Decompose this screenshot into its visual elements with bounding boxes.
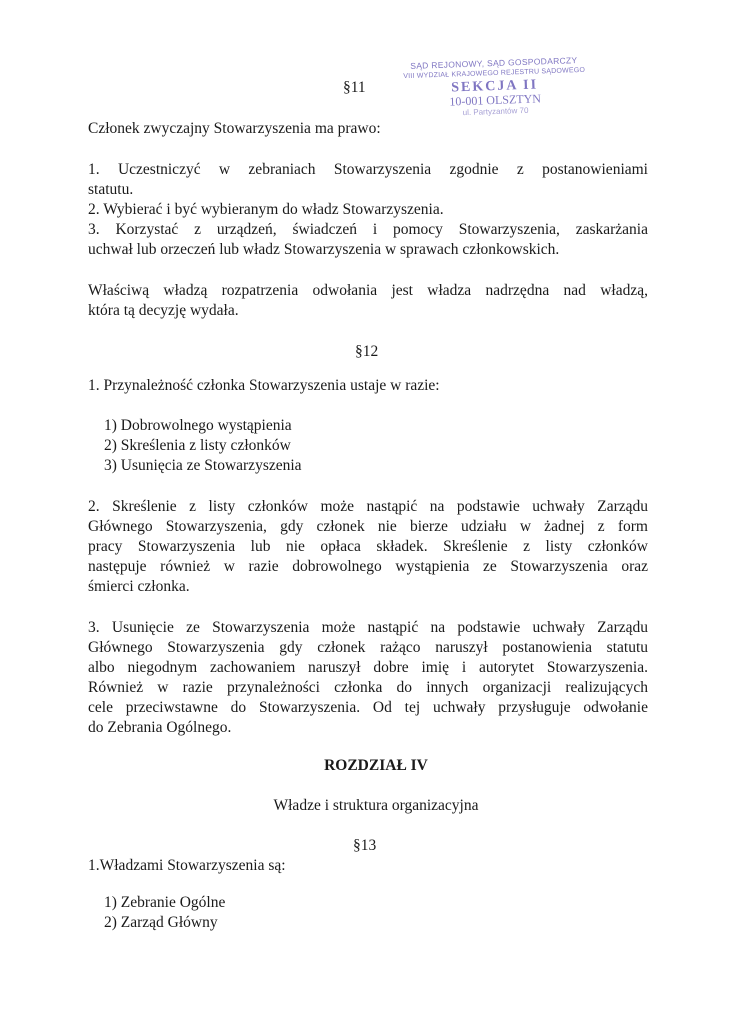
stamp-line-department: VIII WYDZIAŁ KRAJOWEGO REJESTRU SĄDOWEGO (403, 66, 586, 81)
section-12-intro: 1. Przynależność członka Stowarzyszenia ustaje w razie: (88, 377, 440, 394)
section-12-paragraph-2-line: Głównego Stowarzyszenia, gdy członek nie bierze udziału w żadnej z form (88, 518, 648, 535)
section-12-list-item: 3) Usunięcia ze Stowarzyszenia (104, 457, 302, 474)
section-12-paragraph-3-line: do Zebrania Ogólnego. (88, 719, 232, 736)
section-11-paragraph-line-1: Właściwą władzą rozpatrzenia odwołania jest władza nadrzędna nad władzą, (88, 282, 648, 299)
section-12-paragraph-2-line: pracy Stowarzyszenia lub nie opłaca składek. Skreślenie z listy członków (88, 538, 648, 555)
stamp-line-postcode: 10-001 OLSZTYN (449, 91, 542, 109)
section-13-list-item: 1) Zebranie Ogólne (104, 894, 226, 911)
section-11-item-3-line-1: 3. Korzystać z urządzeń, świadczeń i pomocy Stowarzyszenia, zaskarżania (88, 221, 648, 238)
section-12-paragraph-2-line: następuje również w razie dobrowolnego wystąpienia ze Stowarzyszenia oraz (88, 558, 648, 575)
section-12-list-item: 2) Skreślenia z listy członków (104, 437, 291, 454)
chapter-subtitle: Władze i struktura organizacyjna (273, 797, 479, 814)
section-12-heading: §12 (355, 343, 379, 360)
section-12-paragraph-3-line: cele przeciwstawne do Stowarzyszenia. Od tej uchwały przysługuje odwołanie (88, 699, 648, 716)
section-12-paragraph-3-line: Głównego Stowarzyszenia gdy członek rażąco naruszył postanowienia statutu (88, 639, 648, 656)
section-12-paragraph-3-line: Również w razie przynależności członka do innych organizacji realizujących (88, 679, 648, 696)
section-11-item-2: 2. Wybierać i być wybieranym do władz Stowarzyszenia. (88, 201, 444, 218)
section-12-paragraph-2-line: 2. Skreślenie z listy członków może nastąpić na podstawie uchwały Zarządu (88, 498, 648, 515)
section-13-heading: §13 (353, 837, 377, 854)
section-11-item-3-line-2: uchwał lub orzeczeń lub władz Stowarzyszenia w sprawach członkowskich. (88, 241, 560, 258)
section-11-item-1-line-1: 1. Uczestniczyć w zebraniach Stowarzyszenia zgodnie z postanowieniami (88, 161, 648, 178)
section-11-item-1-line-2: statutu. (88, 181, 134, 198)
stamp-line-court: SĄD REJONOWY, SĄD GOSPODARCZY (410, 55, 578, 71)
section-11-paragraph-line-2: która tą decyzję wydała. (88, 302, 239, 319)
stamp-line-street: ul. Partyzantów 70 (462, 105, 529, 118)
section-11-heading: §11 (343, 79, 366, 96)
chapter-title: ROZDZIAŁ IV (324, 757, 428, 774)
section-12-paragraph-3-line: 3. Usunięcie ze Stowarzyszenia może nastąpić na podstawie uchwały Zarządu (88, 619, 648, 636)
section-12-list-item: 1) Dobrowolnego wystąpienia (104, 417, 292, 434)
section-12-paragraph-3-line: albo niegodnym zachowaniem naruszył dobre imię i autorytet Stowarzyszenia. (88, 659, 648, 676)
section-12-paragraph-2-line: śmierci członka. (88, 578, 190, 595)
section-13-intro: 1.Władzami Stowarzyszenia są: (88, 857, 286, 874)
section-11-intro: Członek zwyczajny Stowarzyszenia ma prawo: (88, 120, 381, 137)
court-stamp (399, 55, 592, 138)
section-13-list-item: 2) Zarząd Główny (104, 914, 218, 931)
stamp-line-section: SEKCJA II (450, 77, 539, 96)
